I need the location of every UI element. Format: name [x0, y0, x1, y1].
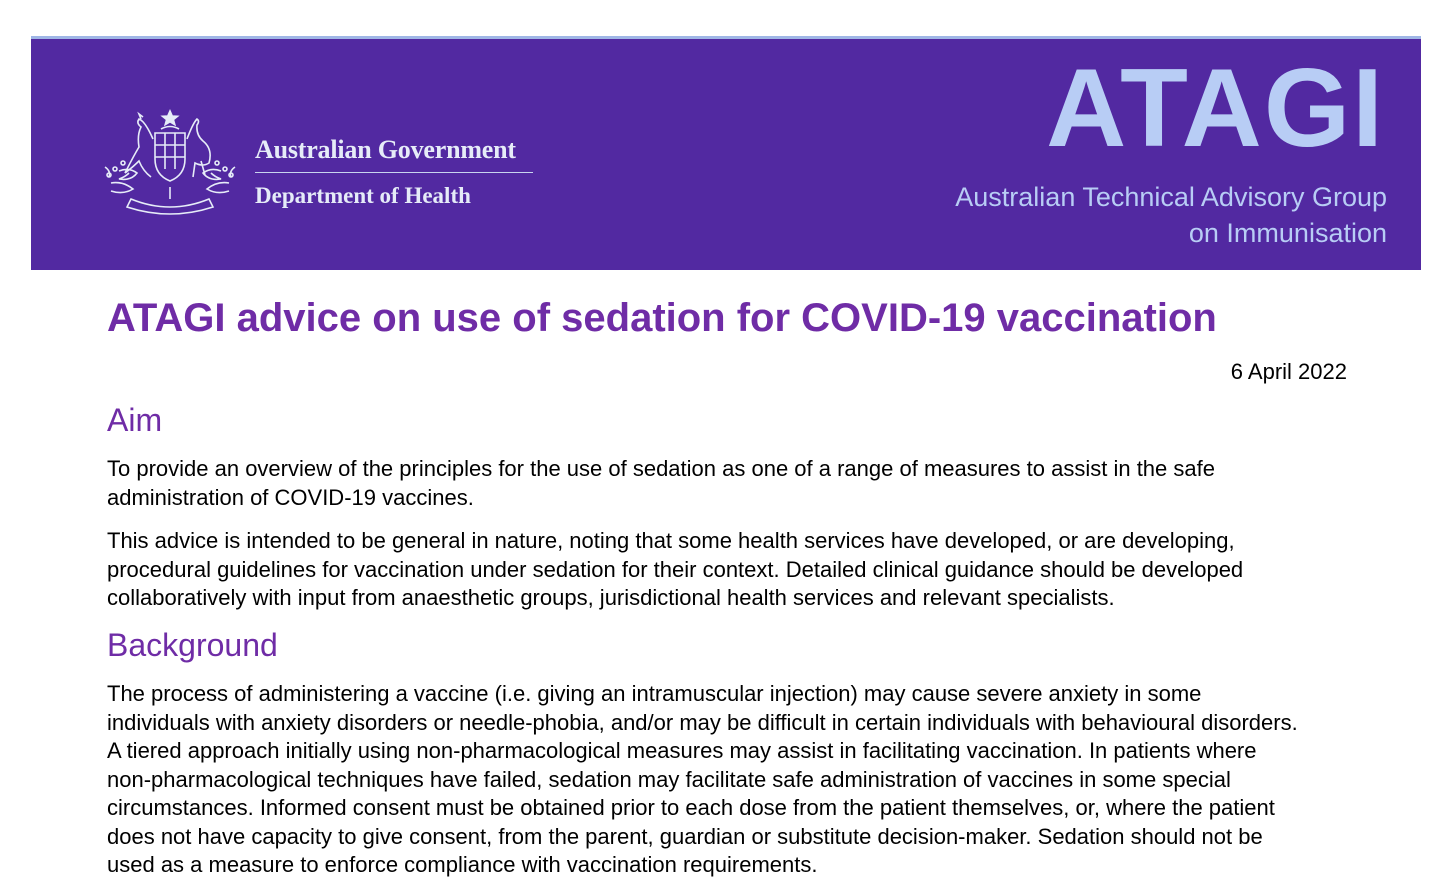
atagi-full-name [955, 179, 1387, 251]
atagi-logo: ATAGI [1046, 46, 1385, 170]
background-paragraph-1 [107, 680, 1357, 880]
paragraph-line: This advice is intended to be general in nature, noting that some health services have developed, or are developing, [107, 528, 1235, 553]
paragraph-line: A tiered approach initially using non-pharmacological measures may assist in facilitating vaccination. In patients where [107, 738, 1257, 763]
paragraph-line: circumstances. Informed consent must be obtained prior to each dose from the patient themselves, or, where the patient [107, 795, 1275, 820]
document-date: 6 April 2022 [1230, 359, 1347, 384]
paragraph-line: The process of administering a vaccine (i.e. giving an intramuscular injection) may cause severe anxiety in some [107, 681, 1202, 706]
paragraph-line: non-pharmacological techniques have failed, sedation may facilitate safe administration of vaccines in some special [107, 766, 1231, 792]
atagi-full-name-line-2: on Immunisation [1188, 218, 1387, 248]
government-branding [255, 137, 533, 207]
australian-coat-of-arms-icon [97, 109, 243, 219]
paragraph-line: procedural guidelines for vaccination under sedation for their context. Detailed clinical guidance should be developed [107, 556, 1244, 582]
government-name: Australian Government [255, 137, 533, 173]
section-heading-aim: Aim [107, 402, 163, 438]
department-name: Department of Health [255, 183, 471, 208]
aim-paragraph-1 [107, 455, 1357, 512]
paragraph-line: does not have capacity to give consent, from the parent, guardian or substitute decision-maker. Sedation should not be [107, 823, 1263, 849]
paragraph-line: administration of COVID-19 vaccines. [107, 484, 474, 510]
paragraph-line: used as a measure to enforce compliance with vaccination requirements. [107, 852, 818, 877]
atagi-full-name-line-1: Australian Technical Advisory Group [955, 182, 1387, 212]
aim-paragraph-2 [107, 527, 1357, 613]
paragraph-line: individuals with anxiety disorders or needle-phobia, and/or may be difficult in certain individuals with behavioural disorders. [107, 709, 1298, 735]
section-heading-background: Background [107, 627, 278, 663]
paragraph-line: collaboratively with input from anaesthetic groups, jurisdictional health services and relevant specialists. [107, 585, 1115, 610]
paragraph-line: To provide an overview of the principles for the use of sedation as one of a range of measures to assist in the safe [107, 456, 1215, 481]
header-banner [31, 36, 1421, 270]
document-title: ATAGI advice on use of sedation for COVID-19 vaccination [107, 296, 1217, 340]
